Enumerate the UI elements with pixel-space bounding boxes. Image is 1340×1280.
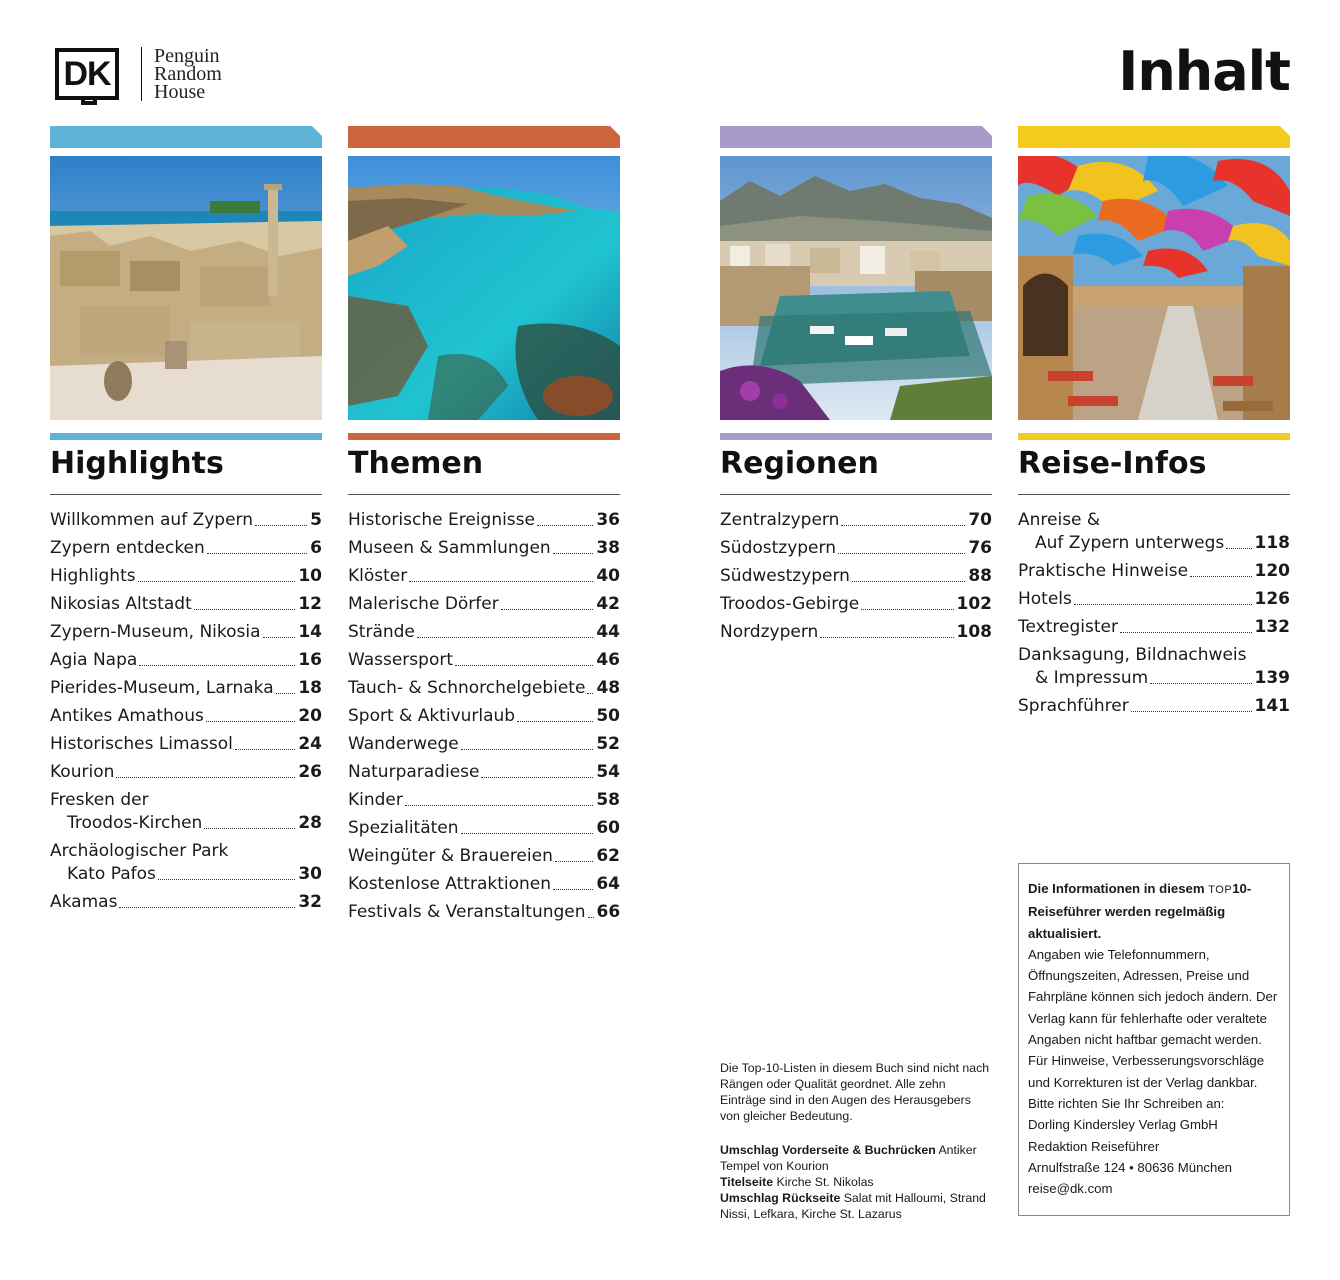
toc-page-number: 132 xyxy=(1254,617,1290,637)
toc-entry[interactable] xyxy=(1018,588,1290,611)
top10-brand: TOP xyxy=(1208,884,1233,896)
dot-leader xyxy=(1150,683,1251,684)
toc-page-number: 120 xyxy=(1254,561,1290,581)
toc-page-number: 48 xyxy=(596,678,621,698)
toc-entry[interactable] xyxy=(348,593,620,616)
toc-entry[interactable] xyxy=(50,509,322,532)
toc-page-number: 10 xyxy=(298,566,322,586)
dot-leader xyxy=(255,525,307,526)
section-highlights xyxy=(50,126,322,919)
top10-disclaimer: Die Top-10-Listen in diesem Buch sind nicht nach Rängen oder Qualität geordnet. Alle zehn Einträge sind in den Augen des Herausgebers von gleicher Bedeutung. xyxy=(720,1061,990,1123)
toc-entry[interactable] xyxy=(50,840,322,886)
cover-credits xyxy=(720,1142,990,1222)
toc-entry[interactable] xyxy=(720,621,992,644)
toc-page-number: 46 xyxy=(596,650,620,670)
toc-entry-text: Kinder xyxy=(348,790,403,810)
toc-entry[interactable] xyxy=(720,509,992,532)
toc-entry-text: Akamas xyxy=(50,892,118,912)
toc-entry-text: Zypern entdecken xyxy=(50,538,205,558)
dot-leader xyxy=(417,637,593,638)
toc-entry[interactable] xyxy=(348,649,620,672)
section-title: Reise-Infos xyxy=(1018,446,1290,495)
section-regionen xyxy=(720,126,992,649)
toc-entry[interactable] xyxy=(720,537,992,560)
dot-leader xyxy=(517,721,593,722)
toc-page-number: 42 xyxy=(596,594,620,614)
toc-entry-text: Historische Ereignisse xyxy=(348,510,535,530)
dot-leader xyxy=(553,553,594,554)
dot-leader xyxy=(139,665,295,666)
toc-entry-text: Sport & Aktivurlaub xyxy=(348,706,516,726)
contact-email: reise@dk.com xyxy=(1028,1181,1113,1197)
dk-logo-mark: DK xyxy=(55,48,119,100)
toc-entry-text: Südostzypern xyxy=(720,538,836,558)
section-themen xyxy=(348,126,620,929)
toc-page-number: 60 xyxy=(596,818,620,838)
section-tab xyxy=(348,126,620,148)
dot-leader xyxy=(204,828,295,829)
notes-block xyxy=(720,1060,990,1222)
toc-entry-text: Kostenlose Attraktionen xyxy=(348,874,552,894)
dot-leader xyxy=(194,609,296,610)
toc-entry-text: Nordzypern xyxy=(720,622,819,642)
toc-page-number: 54 xyxy=(596,762,620,782)
toc-entry-text: Auf Zypern unterwegs xyxy=(1035,533,1225,553)
section-tab xyxy=(720,126,992,148)
toc-entry-text: Highlights xyxy=(50,566,136,586)
toc-entry-text: Sprachführer xyxy=(1018,696,1129,716)
dot-leader xyxy=(537,525,593,526)
toc-entry-text: Zypern-Museum, Nikosia xyxy=(50,622,261,642)
toc-entry[interactable] xyxy=(50,537,322,560)
toc-page-number: 32 xyxy=(298,892,322,912)
credit-label: Titelseite xyxy=(720,1175,774,1189)
dot-leader xyxy=(263,637,296,638)
section-title: Regionen xyxy=(720,446,992,495)
toc-list xyxy=(720,509,992,644)
toc-page-number: 20 xyxy=(298,706,322,726)
toc-page-number: 30 xyxy=(298,864,322,884)
toc-page-number: 5 xyxy=(310,510,322,530)
toc-entry[interactable] xyxy=(348,761,620,784)
dot-leader xyxy=(1120,632,1252,633)
toc-entry-text: Fresken der xyxy=(50,790,149,810)
toc-entry[interactable] xyxy=(348,677,620,700)
dot-leader xyxy=(555,861,593,862)
toc-entry-text: Weingüter & Brauereien xyxy=(348,846,553,866)
address-line: Redaktion Reiseführer xyxy=(1028,1138,1160,1154)
dot-leader xyxy=(587,693,593,694)
dot-leader xyxy=(1190,576,1251,577)
toc-page-number: 70 xyxy=(968,510,992,530)
toc-page-number: 28 xyxy=(298,813,322,833)
toc-entry-text: Antikes Amathous xyxy=(50,706,204,726)
dot-leader xyxy=(207,553,307,554)
toc-entry-text: Kato Pafos xyxy=(67,864,156,884)
toc-entry-text: Praktische Hinweise xyxy=(1018,561,1189,581)
toc-entry-text: Textregister xyxy=(1018,617,1118,637)
dot-leader xyxy=(588,917,594,918)
toc-entry[interactable] xyxy=(1018,560,1290,583)
publisher-name xyxy=(154,47,222,101)
toc-entry[interactable] xyxy=(720,593,992,616)
toc-list xyxy=(348,509,620,924)
dot-leader xyxy=(138,581,296,582)
toc-entry[interactable] xyxy=(1018,695,1290,718)
info-heading-post: 10-Reiseführer werden regelmäßig aktualisiert. xyxy=(1028,881,1252,941)
dot-leader xyxy=(852,581,965,582)
toc-entry-text: Pierides-Museum, Larnaka xyxy=(50,678,274,698)
toc-page-number: 118 xyxy=(1254,533,1290,553)
credit-line xyxy=(720,1174,990,1190)
toc-entry-text: Malerische Dörfer xyxy=(348,594,499,614)
dot-leader xyxy=(1131,711,1252,712)
toc-entry[interactable] xyxy=(348,565,620,588)
toc-entry[interactable] xyxy=(1018,644,1290,690)
toc-entry-text: Spezialitäten xyxy=(348,818,459,838)
credit-label: Umschlag Rückseite xyxy=(720,1191,841,1205)
toc-entry-text: Hotels xyxy=(1018,589,1072,609)
toc-entry[interactable] xyxy=(348,817,620,840)
toc-page-number: 14 xyxy=(298,622,322,642)
dot-leader xyxy=(841,525,965,526)
kyrenia-harbour-photo xyxy=(720,156,992,420)
toc-page-number: 36 xyxy=(596,510,620,530)
dot-leader xyxy=(235,749,295,750)
toc-page-number: 76 xyxy=(968,538,992,558)
credit-text: Antiker Tempel von Kourion xyxy=(720,1143,977,1173)
dot-leader xyxy=(1074,604,1252,605)
toc-page-number: 38 xyxy=(596,538,620,558)
credit-line xyxy=(720,1142,990,1174)
toc-entry[interactable] xyxy=(1018,509,1290,555)
section-rule xyxy=(720,433,992,440)
toc-entry[interactable] xyxy=(50,705,322,728)
publisher-logo xyxy=(55,47,222,101)
toc-entry[interactable] xyxy=(348,621,620,644)
toc-page-number: 44 xyxy=(596,622,620,642)
section-rule xyxy=(348,433,620,440)
section-title: Themen xyxy=(348,446,620,495)
toc-page-number: 64 xyxy=(596,874,620,894)
dot-leader xyxy=(1226,548,1251,549)
toc-entry-text: Troodos-Gebirge xyxy=(720,594,860,614)
toc-entry-text: & Impressum xyxy=(1035,668,1149,688)
publisher-line: Random xyxy=(154,63,222,85)
toc-entry-text: Wassersport xyxy=(348,650,454,670)
dot-leader xyxy=(553,889,593,890)
toc-entry[interactable] xyxy=(348,509,620,532)
toc-page-number: 88 xyxy=(968,566,992,586)
toc-entry-text: Südwestzypern xyxy=(720,566,850,586)
toc-entry-text: Strände xyxy=(348,622,415,642)
info-heading-pre: Die Informationen in diesem xyxy=(1028,881,1205,896)
toc-entry-text: Historisches Limassol xyxy=(50,734,233,754)
toc-entry[interactable] xyxy=(720,565,992,588)
toc-page-number: 6 xyxy=(310,538,322,558)
toc-entry-text: Wanderwege xyxy=(348,734,459,754)
dot-leader xyxy=(119,907,295,908)
toc-page-number: 141 xyxy=(1254,696,1290,716)
toc-list xyxy=(1018,509,1290,718)
toc-entry-text: Agia Napa xyxy=(50,650,138,670)
toc-entry[interactable] xyxy=(348,705,620,728)
umbrella-street-photo xyxy=(1018,156,1290,420)
address-line: Arnulfstraße 124 • 80636 München xyxy=(1028,1159,1233,1175)
dot-leader xyxy=(461,749,594,750)
toc-entry[interactable] xyxy=(50,677,322,700)
toc-entry[interactable] xyxy=(348,901,620,924)
toc-entry-text: Tauch- & Schnorchelgebiete xyxy=(348,678,586,698)
section-rule xyxy=(1018,433,1290,440)
toc-entry[interactable] xyxy=(1018,616,1290,639)
toc-page-number: 26 xyxy=(298,762,322,782)
toc-entry-text: Festivals & Veranstaltungen xyxy=(348,902,586,922)
toc-entry-text: Klöster xyxy=(348,566,408,586)
dot-leader xyxy=(838,553,965,554)
dot-leader xyxy=(405,805,593,806)
dot-leader xyxy=(461,833,594,834)
dot-leader xyxy=(820,637,953,638)
toc-page-number: 18 xyxy=(298,678,322,698)
toc-entry[interactable] xyxy=(50,789,322,835)
toc-page-number: 62 xyxy=(596,846,620,866)
toc-entry[interactable] xyxy=(50,565,322,588)
toc-list xyxy=(50,509,322,914)
toc-entry[interactable] xyxy=(348,733,620,756)
toc-page-number: 50 xyxy=(596,706,620,726)
toc-entry-text: Nikosias Altstadt xyxy=(50,594,192,614)
update-info-box xyxy=(1018,863,1290,1216)
toc-entry[interactable] xyxy=(348,537,620,560)
dot-leader xyxy=(158,879,295,880)
dot-leader xyxy=(409,581,593,582)
toc-page-number: 66 xyxy=(596,902,621,922)
toc-entry-text: Naturparadiese xyxy=(348,762,480,782)
dot-leader xyxy=(861,609,953,610)
toc-page-number: 40 xyxy=(596,566,620,586)
toc-entry[interactable] xyxy=(348,845,620,868)
section-reise-infos xyxy=(1018,126,1290,723)
toc-entry-text: Willkommen auf Zypern xyxy=(50,510,254,530)
kourion-ruins-photo xyxy=(50,156,322,420)
toc-entry[interactable] xyxy=(50,621,322,644)
toc-entry-text: Danksagung, Bildnachweis xyxy=(1018,645,1247,665)
toc-entry-text: Anreise & xyxy=(1018,510,1101,530)
toc-page-number: 52 xyxy=(596,734,620,754)
dot-leader xyxy=(116,777,295,778)
toc-entry[interactable] xyxy=(50,761,322,784)
credit-text: Salat mit Halloumi, Strand Nissi, Lefkara, Kirche St. Lazarus xyxy=(720,1191,986,1221)
toc-page-number: 16 xyxy=(298,650,322,670)
section-tab xyxy=(1018,126,1290,148)
section-title: Highlights xyxy=(50,446,322,495)
page-title: Inhalt xyxy=(1118,40,1290,103)
coastal-lagoon-photo xyxy=(348,156,620,420)
toc-entry[interactable] xyxy=(50,649,322,672)
toc-entry[interactable] xyxy=(50,593,322,616)
credit-line xyxy=(720,1190,990,1222)
toc-entry-text: Kourion xyxy=(50,762,115,782)
dot-leader xyxy=(206,721,295,722)
publisher-line: House xyxy=(154,81,206,103)
address-line: Dorling Kindersley Verlag GmbH xyxy=(1028,1117,1218,1133)
logo-divider xyxy=(141,47,142,101)
toc-entry-text: Museen & Sammlungen xyxy=(348,538,551,558)
info-body: Angaben wie Telefonnummern, Öffnungszeiten, Adressen, Preise und Fahrpläne können sich jedoch ändern. Der Verlag kann für fehlerhafte oder veraltete Angaben nicht haftbar gemacht werden. Für Hinweise, Verbesserungsvorschläge und Korrekturen ist der Verlag dankbar. Bitte richten Sie Ihr Schreiben an: xyxy=(1028,946,1278,1111)
section-tab xyxy=(50,126,322,148)
dot-leader xyxy=(455,665,593,666)
toc-entry[interactable] xyxy=(50,733,322,756)
credit-label: Umschlag Vorderseite & Buchrücken xyxy=(720,1143,936,1157)
toc-page-number: 58 xyxy=(596,790,620,810)
toc-page-number: 126 xyxy=(1254,589,1290,609)
dot-leader xyxy=(501,609,594,610)
section-rule xyxy=(50,433,322,440)
toc-page-number: 139 xyxy=(1254,668,1290,688)
credit-text: Kirche St. Nikolas xyxy=(776,1175,874,1189)
toc-page-number: 108 xyxy=(956,622,992,642)
toc-entry[interactable] xyxy=(348,789,620,812)
toc-page-number: 24 xyxy=(298,734,322,754)
publisher-line: Penguin xyxy=(154,45,220,67)
toc-page-number: 12 xyxy=(298,594,322,614)
toc-entry-text: Troodos-Kirchen xyxy=(67,813,203,833)
toc-entry[interactable] xyxy=(348,873,620,896)
toc-entry[interactable] xyxy=(50,891,322,914)
toc-page-number: 102 xyxy=(956,594,992,614)
info-heading xyxy=(1028,878,1281,944)
dot-leader xyxy=(481,777,593,778)
toc-entry-text: Archäologischer Park xyxy=(50,841,229,861)
dot-leader xyxy=(276,693,296,694)
toc-entry-text: Zentralzypern xyxy=(720,510,840,530)
